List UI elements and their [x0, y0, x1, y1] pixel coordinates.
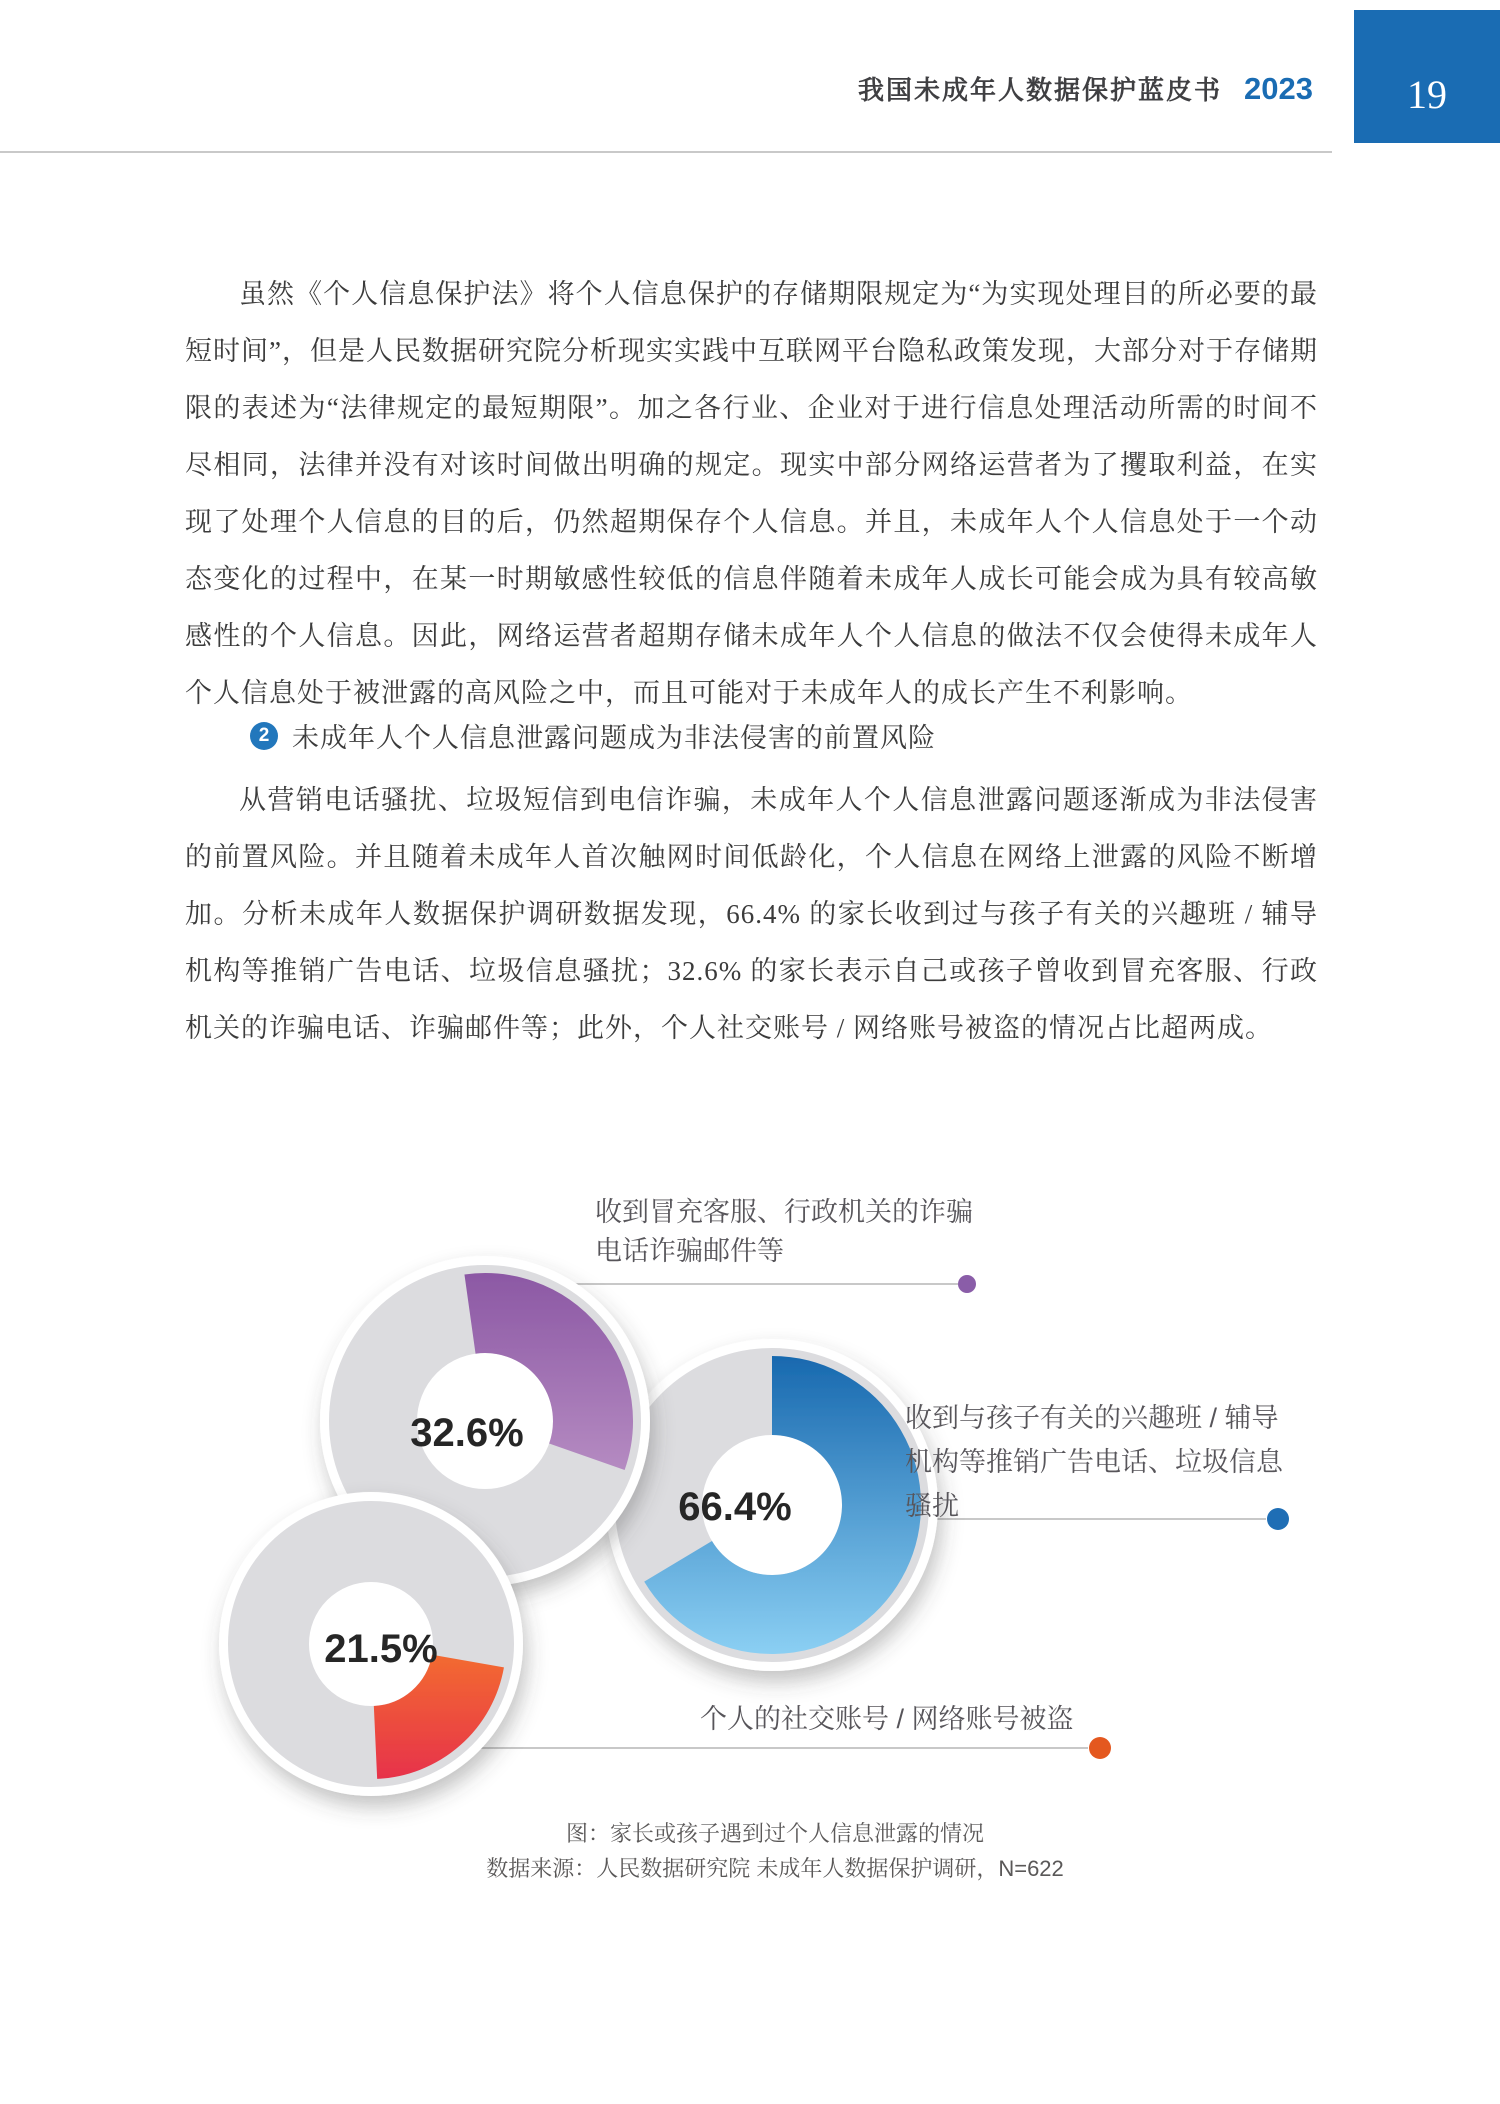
subheading-text: 未成年人个人信息泄露问题成为非法侵害的前置风险: [292, 723, 936, 753]
leader-dot: [1089, 1737, 1111, 1759]
donut-value-label: 66.4%: [678, 1485, 792, 1529]
bullet-number: 2: [258, 724, 270, 746]
book-year: 2023: [1244, 71, 1313, 106]
page-number: 19: [1407, 72, 1447, 117]
figure-caption: 图：家长或孩子遇到过个人信息泄露的情况: [565, 1821, 984, 1846]
book-title: 我国未成年人数据保护蓝皮书: [858, 75, 1223, 105]
paragraph-storage-limits: 虽然《个人信息保护法》将个人信息保护的存储期限规定为“为实现处理目的所必要的最短时间”，但是人民数据研究院分析现实实践中互联网平台隐私政策发现，大部分对于存储期限的表述为“法律规定的最短期限”。加之各行业、企业对于进行信息处理活动所需的时间不尽相同，法律并没有对该时间做出明确的规定。现实中部分网络运营者为了攫取利益，在实现了处理个人信息的目的后，仍然超期保存个人信息。并且，未成年人个人信息处于一个动态变化的过程中，在某一时期敏感性较低的信息伴随着未成年人成长可能会成为具有较高敏感性的个人信息。因此，网络运营者超期存储未成年人个人信息的做法不仅会使得未成年人个人信息处于被泄露的高风险之中，而且可能对于未成年人的成长产生不利影响。: [185, 279, 1318, 708]
chart-label-fraud-calls: 收到冒充客服、行政机关的诈骗电话诈骗邮件等: [595, 1197, 973, 1266]
chart-label-ad-harassment: 收到与孩子有关的兴趣班 / 辅导机构等推销广告电话、垃圾信息骚扰: [905, 1403, 1283, 1521]
chart-label-account-theft: 个人的社交账号 / 网络账号被盗: [700, 1704, 1074, 1734]
donut-value-label: 21.5%: [324, 1627, 438, 1671]
paragraph-leak-risk: 从营销电话骚扰、垃圾短信到电信诈骗，未成年人个人信息泄露问题逐渐成为非法侵害的前置风险。并且随着未成年人首次触网时间低龄化，个人信息在网络上泄露的风险不断增加。分析未成年人数据保护调研数据发现，66.4% 的家长收到过与孩子有关的兴趣班 / 辅导机构等推销广告电话、垃圾信息骚扰；32.6% 的家长表示自己或孩子曾收到冒充客服、行政机关的诈骗电话、诈骗邮件等；此外，个人社交账号 / 网络账号被盗的情况占比超两成。: [185, 785, 1318, 1043]
leader-dot: [958, 1275, 976, 1293]
donut-value-label: 32.6%: [410, 1411, 524, 1455]
figure-source: 数据来源：人民数据研究院 未成年人数据保护调研，N=622: [486, 1856, 1064, 1881]
